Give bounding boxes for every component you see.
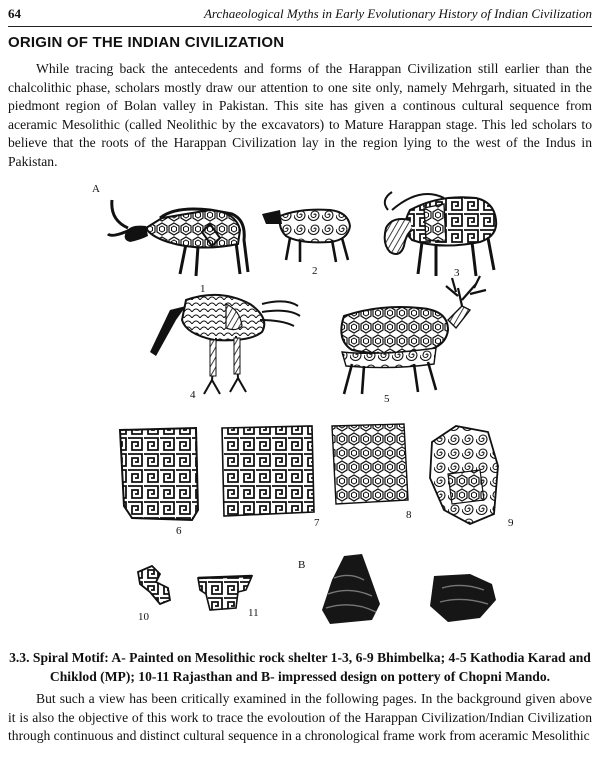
num-8: 8 [406, 509, 412, 521]
continuation-paragraph: But such a view has been critically examined in the following pages. In the background given above it is also the objective of this work to trace the evoloution of the Harappan Civilization/Indian Civilization through continuous and distinct cultural sequence in a chronological frame work from aceramic Mesolithic [8, 691, 592, 744]
pottery-sherd-1 [322, 554, 380, 624]
num-5: 5 [384, 393, 390, 405]
motif-6-pattern [120, 428, 198, 520]
motif-10-pattern [138, 566, 170, 604]
num-10: 10 [138, 611, 149, 623]
group-a-label: A [92, 183, 100, 195]
page-number: 64 [8, 6, 21, 21]
intro-paragraph: While tracing back the antecedents and forms of the Harappan Civilization still earlier than the chalcolithic phase, scholars mostly draw our attention to one site only, namely Mehrgarh, situated in the piedmont region of Bolan valley in Pakistan. This site has given a continous cultural sequence from aceramic Mesolithic (called Neolithic by the excavators) to Mature Harappan stage. This led scholars to believe that the roots of the Harappan Civilization lay in the region lying to the west of the Indus in Pakistan. [8, 61, 592, 169]
motif-9-pattern [430, 426, 498, 524]
num-1: 1 [200, 283, 206, 295]
num-2: 2 [312, 265, 318, 277]
motif-2-animal [262, 210, 350, 262]
num-11: 11 [248, 607, 259, 619]
motif-1-bull [108, 200, 248, 276]
num-9: 9 [508, 517, 514, 529]
num-6: 6 [176, 525, 182, 537]
num-4: 4 [190, 389, 196, 401]
motif-7-pattern [222, 426, 314, 516]
motif-3-animal [385, 192, 497, 276]
running-title: Archaeological Myths in Early Evolutionary History of Indian Civilization [203, 6, 592, 21]
num-3: 3 [454, 267, 460, 279]
pottery-sherd-2 [430, 574, 496, 622]
num-7: 7 [314, 517, 320, 529]
motif-11-pattern [198, 576, 252, 610]
page-header [8, 4, 592, 27]
spiral-motif-figure [0, 180, 600, 640]
motif-4-bird [150, 295, 300, 394]
motif-5-deer [341, 276, 486, 394]
group-b-label: B [298, 559, 306, 571]
figure-caption: 3.3. Spiral Motif: A- Painted on Mesolithic rock shelter 1-3, 6-9 Bhimbelka; 4-5 Kathodia Karad and Chiklod (MP); 10-11 Rajasthan and B- impressed design on pottery of Chopni Mando. [9, 650, 591, 684]
section-title: ORIGIN OF THE INDIAN CIVILIZATION [8, 34, 285, 51]
motif-8-pattern [332, 424, 408, 504]
